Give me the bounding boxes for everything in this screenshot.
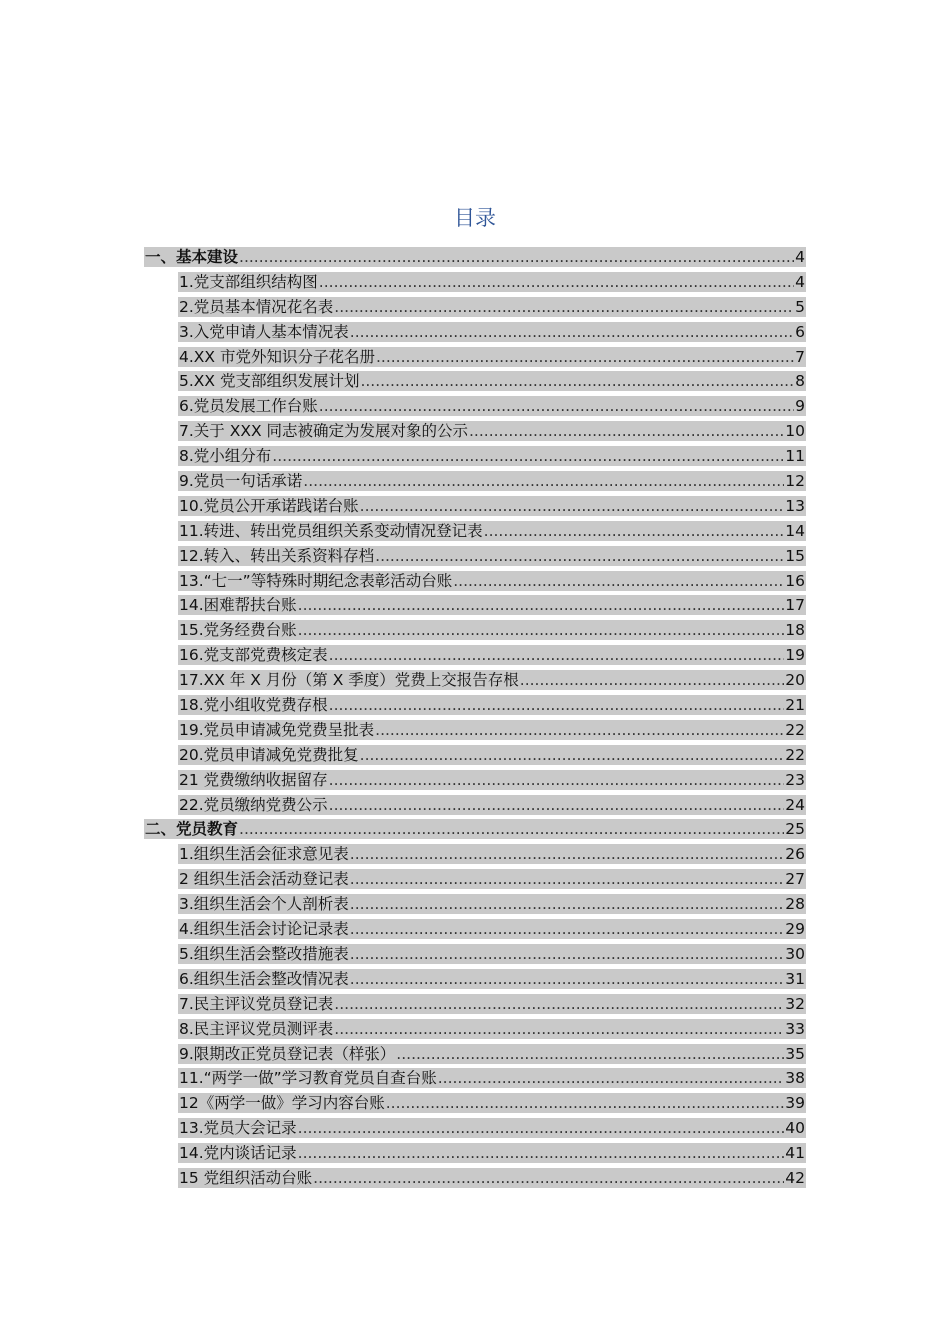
toc-entry-label: 14.困难帮扶台账 <box>179 596 297 615</box>
toc-dot-leader <box>334 1019 784 1039</box>
toc-entry-label: 3.组织生活会个人剖析表 <box>179 895 349 914</box>
toc-entry[interactable] <box>0 469 950 494</box>
toc-dot-leader <box>396 1044 784 1064</box>
toc-entry-highlight <box>178 1019 806 1039</box>
toc-dot-leader <box>453 571 784 591</box>
toc-entry-label: 14.党内谈话记录 <box>179 1144 297 1163</box>
toc-entry-label: 11.转进、转出党员组织关系变动情况登记表 <box>179 521 483 540</box>
toc-entry-label: 19.党员申请减免党费呈批表 <box>179 720 375 739</box>
toc-entry[interactable] <box>0 643 950 668</box>
toc-dot-leader <box>469 421 784 441</box>
toc-page-number: 32 <box>785 994 805 1013</box>
toc-entry-label: 12《两学一做》学习内容台账 <box>179 1094 385 1113</box>
toc-section-entry[interactable] <box>0 817 950 842</box>
toc-page-number: 21 <box>785 696 805 715</box>
toc-entry-highlight <box>178 770 806 790</box>
toc-entry-highlight <box>178 595 806 615</box>
toc-entry[interactable] <box>0 1141 950 1166</box>
toc-page-number: 8 <box>795 372 805 391</box>
toc-entry[interactable] <box>0 967 950 992</box>
toc-entry-label: 22.党员缴纳党费公示 <box>179 795 328 814</box>
toc-entry-label: 1.党支部组织结构图 <box>179 272 318 291</box>
toc-page-number: 9 <box>795 397 805 416</box>
toc-page-number: 20 <box>785 671 805 690</box>
toc-page-number: 38 <box>785 1069 805 1088</box>
toc-entry-label: 17.XX 年 X 月份（第 X 季度）党费上交报告存根 <box>179 671 519 690</box>
toc-page-number: 30 <box>785 944 805 963</box>
toc-dot-leader <box>520 670 785 690</box>
toc-page-number: 18 <box>785 621 805 640</box>
toc-entry-highlight <box>178 695 806 715</box>
toc-entry[interactable] <box>0 842 950 867</box>
toc-entry-label: 3.入党申请人基本情况表 <box>179 322 349 341</box>
toc-entry-label: 二、党员教育 <box>145 820 239 839</box>
toc-dot-leader <box>319 272 794 292</box>
toc-entry-highlight <box>178 1044 806 1064</box>
toc-entry-label: 7.民主评议党员登记表 <box>179 994 334 1013</box>
toc-dot-leader <box>313 1168 784 1188</box>
toc-entry-highlight <box>178 1068 806 1088</box>
toc-entry-label: 18.党小组收党费存根 <box>179 696 328 715</box>
toc-entry[interactable] <box>0 892 950 917</box>
toc-entry[interactable] <box>0 1066 950 1091</box>
toc-entry-highlight <box>178 322 806 342</box>
toc-page-number: 11 <box>785 447 805 466</box>
toc-entry-highlight <box>178 919 806 939</box>
toc-page-number: 31 <box>785 969 805 988</box>
toc-entry-highlight <box>178 396 806 416</box>
toc-page-number: 35 <box>785 1044 805 1063</box>
toc-dot-leader <box>329 770 785 790</box>
toc-entry[interactable] <box>0 718 950 743</box>
toc-entry[interactable] <box>0 444 950 469</box>
toc-entry-highlight <box>178 869 806 889</box>
toc-entry-highlight <box>178 272 806 292</box>
toc-dot-leader <box>272 446 784 466</box>
toc-entry-label: 4.XX 市党外知识分子花名册 <box>179 347 375 366</box>
toc-entry-highlight <box>178 546 806 566</box>
toc-page-number: 25 <box>785 820 805 839</box>
toc-entry-highlight <box>178 471 806 491</box>
toc-dot-leader <box>239 247 794 267</box>
toc-entry-highlight <box>178 421 806 441</box>
toc-page-number: 6 <box>795 322 805 341</box>
toc-dot-leader <box>319 396 794 416</box>
toc-dot-leader <box>376 347 794 367</box>
toc-entry-highlight <box>178 720 806 740</box>
toc-dot-leader <box>350 969 784 989</box>
toc-entry-label: 1.组织生活会征求意见表 <box>179 845 349 864</box>
toc-entry-label: 13.“七一”等特殊时期纪念表彰活动台账 <box>179 571 453 590</box>
toc-page-number: 28 <box>785 895 805 914</box>
toc-entry-highlight <box>144 247 806 267</box>
toc-page-number: 4 <box>795 272 805 291</box>
toc-entry-highlight <box>178 1168 806 1188</box>
toc-page-number: 13 <box>785 496 805 515</box>
toc-entry-highlight <box>178 1118 806 1138</box>
toc-entry-label: 12.转入、转出关系资料存档 <box>179 546 375 565</box>
toc-title: 目录 <box>454 206 496 230</box>
toc-entry-label: 16.党支部党费核定表 <box>179 646 328 665</box>
toc-entry[interactable] <box>0 1166 950 1191</box>
toc-entry-highlight <box>144 819 806 839</box>
toc-dot-leader <box>375 720 784 740</box>
toc-entry-highlight <box>178 645 806 665</box>
toc-dot-leader <box>350 919 784 939</box>
toc-page-number: 12 <box>785 472 805 491</box>
toc-dot-leader <box>239 819 784 839</box>
toc-dot-leader <box>329 695 785 715</box>
toc-page-number: 7 <box>795 347 805 366</box>
toc-entry[interactable] <box>0 394 950 419</box>
toc-dot-leader <box>484 521 785 541</box>
toc-page-number: 17 <box>785 596 805 615</box>
toc-dot-leader <box>375 546 784 566</box>
toc-entry-label: 10.党员公开承诺践诺台账 <box>179 496 359 515</box>
toc-dot-leader <box>350 322 794 342</box>
toc-entry[interactable] <box>0 419 950 444</box>
toc-entry-label: 5.组织生活会整改措施表 <box>179 944 349 963</box>
toc-entry[interactable] <box>0 668 950 693</box>
toc-dot-leader <box>329 795 785 815</box>
toc-page-number: 16 <box>785 571 805 590</box>
toc-dot-leader <box>298 1118 785 1138</box>
toc-entry[interactable] <box>0 942 950 967</box>
toc-dot-leader <box>334 297 794 317</box>
toc-page-number: 41 <box>785 1144 805 1163</box>
toc-entry[interactable] <box>0 917 950 942</box>
toc-entry-label: 一、基本建设 <box>145 248 239 266</box>
toc-page-number: 23 <box>785 770 805 789</box>
toc-entry-highlight <box>178 446 806 466</box>
toc-entry[interactable] <box>0 1042 950 1067</box>
toc-page-number: 27 <box>785 870 805 889</box>
toc-entry-label: 2 组织生活会活动登记表 <box>179 870 349 889</box>
toc-entry[interactable] <box>0 494 950 519</box>
toc-entry[interactable] <box>0 768 950 793</box>
toc-entry[interactable] <box>0 295 950 320</box>
toc-dot-leader <box>360 371 794 391</box>
toc-entry[interactable] <box>0 544 950 569</box>
toc-entry-label: 15.党务经费台账 <box>179 621 297 640</box>
toc-page-number: 42 <box>785 1168 805 1187</box>
toc-entry-highlight <box>178 844 806 864</box>
toc-entry-highlight <box>178 371 806 391</box>
toc-entry[interactable] <box>0 1116 950 1141</box>
toc-dot-leader <box>350 869 784 889</box>
toc-entry-label: 5.XX 党支部组织发展计划 <box>179 372 360 391</box>
toc-entry[interactable] <box>0 270 950 295</box>
toc-entry[interactable] <box>0 743 950 768</box>
toc-entry-label: 8.民主评议党员测评表 <box>179 1019 334 1038</box>
toc-dot-leader <box>303 471 784 491</box>
toc-entry-highlight <box>178 994 806 1014</box>
toc-entry-label: 9.党员一句话承诺 <box>179 472 303 491</box>
toc-dot-leader <box>298 595 785 615</box>
toc-dot-leader <box>360 745 785 765</box>
toc-entry-label: 13.党员大会记录 <box>179 1119 297 1138</box>
toc-page-number: 22 <box>785 720 805 739</box>
toc-page-number: 19 <box>785 646 805 665</box>
toc-entry-label: 20.党员申请减免党费批复 <box>179 745 359 764</box>
toc-dot-leader <box>360 496 785 516</box>
toc-dot-leader <box>386 1093 785 1113</box>
toc-entry[interactable] <box>0 1017 950 1042</box>
toc-entry-label: 6.组织生活会整改情况表 <box>179 969 349 988</box>
toc-entry-label: 6.党员发展工作台账 <box>179 397 318 416</box>
toc-page-number: 14 <box>785 521 805 540</box>
toc-dot-leader <box>298 1143 785 1163</box>
toc-page-number: 5 <box>795 297 805 316</box>
toc-entry[interactable] <box>0 1091 950 1116</box>
toc-entry-label: 7.关于 XXX 同志被确定为发展对象的公示 <box>179 422 468 441</box>
toc-entry-label: 15 党组织活动台账 <box>179 1168 313 1187</box>
table-of-contents <box>0 245 950 1191</box>
toc-entry[interactable] <box>0 793 950 818</box>
toc-entry-highlight <box>178 969 806 989</box>
toc-dot-leader <box>438 1068 785 1088</box>
toc-dot-leader <box>350 844 784 864</box>
toc-entry[interactable] <box>0 867 950 892</box>
toc-page-number: 4 <box>795 248 805 266</box>
toc-entry-highlight <box>178 1093 806 1113</box>
toc-dot-leader <box>298 620 785 640</box>
toc-dot-leader <box>350 894 784 914</box>
toc-dot-leader <box>334 994 784 1014</box>
toc-entry-highlight <box>178 496 806 516</box>
toc-entry[interactable] <box>0 519 950 544</box>
toc-entry-label: 21 党费缴纳收据留存 <box>179 770 328 789</box>
toc-entry[interactable] <box>0 369 950 394</box>
toc-entry-highlight <box>178 1143 806 1163</box>
toc-entry[interactable] <box>0 320 950 345</box>
toc-page-number: 15 <box>785 546 805 565</box>
toc-page-number: 29 <box>785 920 805 939</box>
toc-entry[interactable] <box>0 618 950 643</box>
toc-entry-highlight <box>178 795 806 815</box>
toc-entry-highlight <box>178 670 806 690</box>
toc-entry[interactable] <box>0 693 950 718</box>
toc-entry-highlight <box>178 894 806 914</box>
toc-entry-highlight <box>178 521 806 541</box>
toc-entry-highlight <box>178 297 806 317</box>
toc-page-number: 26 <box>785 845 805 864</box>
toc-entry[interactable] <box>0 345 950 370</box>
toc-entry-highlight <box>178 944 806 964</box>
toc-page-number: 39 <box>785 1094 805 1113</box>
toc-dot-leader <box>350 944 784 964</box>
toc-entry-highlight <box>178 620 806 640</box>
toc-entry[interactable] <box>0 992 950 1017</box>
toc-page-number: 33 <box>785 1019 805 1038</box>
toc-page-number: 10 <box>785 422 805 441</box>
toc-entry-label: 2.党员基本情况花名表 <box>179 297 334 316</box>
toc-entry-label: 9.限期改正党员登记表（样张） <box>179 1044 396 1063</box>
toc-page-number: 22 <box>785 745 805 764</box>
toc-entry[interactable] <box>0 593 950 618</box>
toc-entry-label: 11.“两学一做”学习教育党员自查台账 <box>179 1069 437 1088</box>
toc-entry-highlight <box>178 745 806 765</box>
toc-entry[interactable] <box>0 569 950 594</box>
toc-entry-highlight <box>178 347 806 367</box>
toc-entry-label: 8.党小组分布 <box>179 447 272 466</box>
toc-entry-highlight <box>178 571 806 591</box>
toc-section-entry[interactable] <box>0 245 950 270</box>
toc-page-number: 40 <box>785 1119 805 1138</box>
toc-page-number: 24 <box>785 795 805 814</box>
toc-dot-leader <box>329 645 785 665</box>
toc-entry-label: 4.组织生活会讨论记录表 <box>179 920 349 939</box>
